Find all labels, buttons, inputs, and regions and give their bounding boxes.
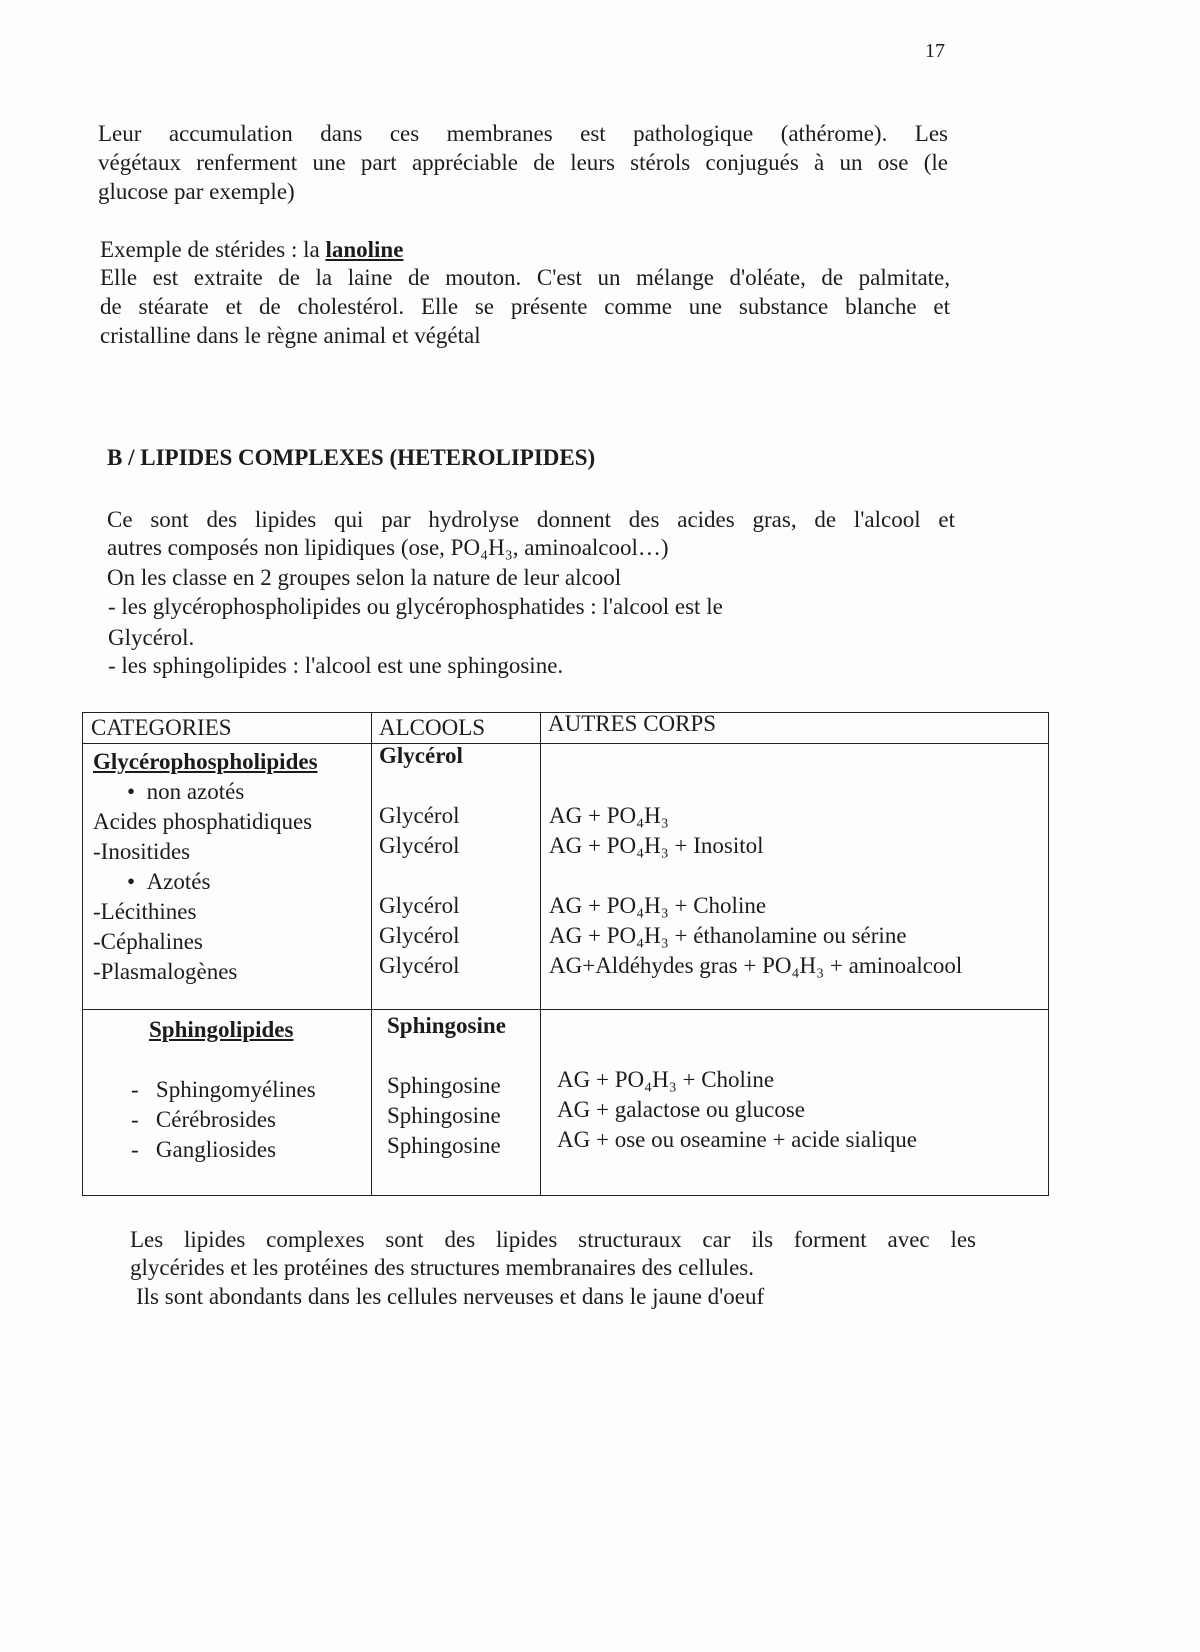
group-title: Glycérophospholipides bbox=[93, 749, 318, 774]
paragraph-line: Leur accumulation dans ces membranes est pathologique (athérome). Les bbox=[98, 121, 948, 146]
page-number: 17 bbox=[925, 40, 945, 62]
category-name: -Inositides bbox=[93, 839, 191, 864]
subgroup: • non azotés bbox=[127, 779, 245, 804]
alcohols-group2 bbox=[387, 1011, 506, 1161]
alcohol: Glycérol bbox=[379, 833, 460, 858]
other-components: AG + PO₄H₃ + éthanolamine ou sérine bbox=[549, 923, 907, 948]
example-line: Elle est extraite de la laine de mouton. C'est un mélange d'oléate, de palmitate, bbox=[100, 265, 950, 290]
category-name: -Lécithines bbox=[93, 899, 197, 924]
intro-line: Ce sont des lipides qui par hydrolyse donnent des acides gras, de l'alcool et bbox=[107, 507, 955, 532]
intro-line: - les glycérophospholipides ou glycérophosphatides : l'alcool est le bbox=[108, 594, 723, 619]
paragraph-line: glucose par exemple) bbox=[98, 179, 295, 204]
categories-group1 bbox=[93, 747, 318, 987]
subgroup-label: Azotés bbox=[146, 869, 211, 894]
other-components: AG + ose ou oseamine + acide sialique bbox=[557, 1127, 917, 1152]
header-autres-corps: AUTRES CORPS bbox=[548, 711, 717, 736]
alcohol: Glycérol bbox=[379, 893, 460, 918]
other-components: AG + PO₄H₃ + Inositol bbox=[549, 833, 764, 858]
example-prefix: Exemple de stérides : la bbox=[100, 237, 326, 262]
header-alcools: ALCOOLS bbox=[379, 715, 486, 740]
category-name: -Plasmalogènes bbox=[93, 959, 238, 984]
other-components: AG + galactose ou glucose bbox=[557, 1097, 806, 1122]
example-line: de stéarate et de cholestérol. Elle se présente comme une substance blanche et bbox=[100, 294, 950, 319]
conclusion-line: Ils sont abondants dans les cellules nerveuses et dans le jaune d'oeuf bbox=[136, 1284, 765, 1309]
example-heading bbox=[100, 236, 403, 264]
other-components: AG+Aldéhydes gras + PO₄H₃ + aminoalcool bbox=[549, 953, 963, 978]
group-title: Sphingolipides bbox=[149, 1017, 294, 1042]
intro-line: On les classe en 2 groupes selon la nature de leur alcool bbox=[107, 565, 622, 590]
column-divider bbox=[540, 713, 541, 1195]
group-alcohol: Glycérol bbox=[379, 743, 463, 768]
section-heading: B / LIPIDES COMPLEXES (HETEROLIPIDES) bbox=[107, 445, 596, 470]
category-name: Cérébrosides bbox=[155, 1107, 276, 1132]
others-group2 bbox=[557, 1065, 917, 1155]
column-divider bbox=[371, 713, 372, 1195]
other-components: AG + PO₄H₃ bbox=[549, 803, 669, 828]
other-components: AG + PO₄H₃ + Choline bbox=[557, 1067, 775, 1092]
other-components: AG + PO₄H₃ + Choline bbox=[549, 893, 767, 918]
lipid-table bbox=[82, 712, 1049, 1196]
subgroup: • Azotés bbox=[127, 869, 211, 894]
conclusion-line: glycérides et les protéines des structures membranaires des cellules. bbox=[130, 1255, 754, 1280]
alcohol: Sphingosine bbox=[387, 1073, 501, 1098]
alcohol: Sphingosine bbox=[387, 1133, 501, 1158]
example-term: lanoline bbox=[325, 237, 404, 262]
others-group1 bbox=[549, 741, 962, 981]
category-name: Acides phosphatidiques bbox=[93, 809, 313, 834]
intro-line: Glycérol. bbox=[108, 625, 195, 650]
header-categories: CATEGORIES bbox=[91, 715, 232, 740]
intro-line: - les sphingolipides : l'alcool est une sphingosine. bbox=[108, 653, 564, 678]
alcohol: Glycérol bbox=[379, 923, 460, 948]
alcohol: Glycérol bbox=[379, 953, 460, 978]
example-line: cristalline dans le règne animal et végétal bbox=[100, 323, 481, 348]
alcohol: Glycérol bbox=[379, 803, 460, 828]
intro-line: autres composés non lipidiques (ose, PO₄H₃, aminoalcool…) bbox=[107, 535, 669, 560]
alcohols-group1 bbox=[379, 741, 463, 981]
group-alcohol: Sphingosine bbox=[387, 1013, 506, 1038]
subgroup-label: non azotés bbox=[146, 779, 245, 804]
alcohol: Sphingosine bbox=[387, 1103, 501, 1128]
paragraph-line: végétaux renferment une part appréciable de leurs stérols conjugués à un ose (le bbox=[98, 150, 948, 175]
category-name: -Céphalines bbox=[93, 929, 203, 954]
categories-group2: Sphingolipides - Sphingomyélines - Cérébrosides - Gangliosides bbox=[131, 1017, 316, 1162]
category-name: Gangliosides bbox=[155, 1137, 277, 1162]
category-name: Sphingomyélines bbox=[155, 1077, 316, 1102]
group-divider bbox=[83, 1009, 1048, 1010]
conclusion-line: Les lipides complexes sont des lipides structuraux car ils forment avec les bbox=[130, 1227, 976, 1252]
